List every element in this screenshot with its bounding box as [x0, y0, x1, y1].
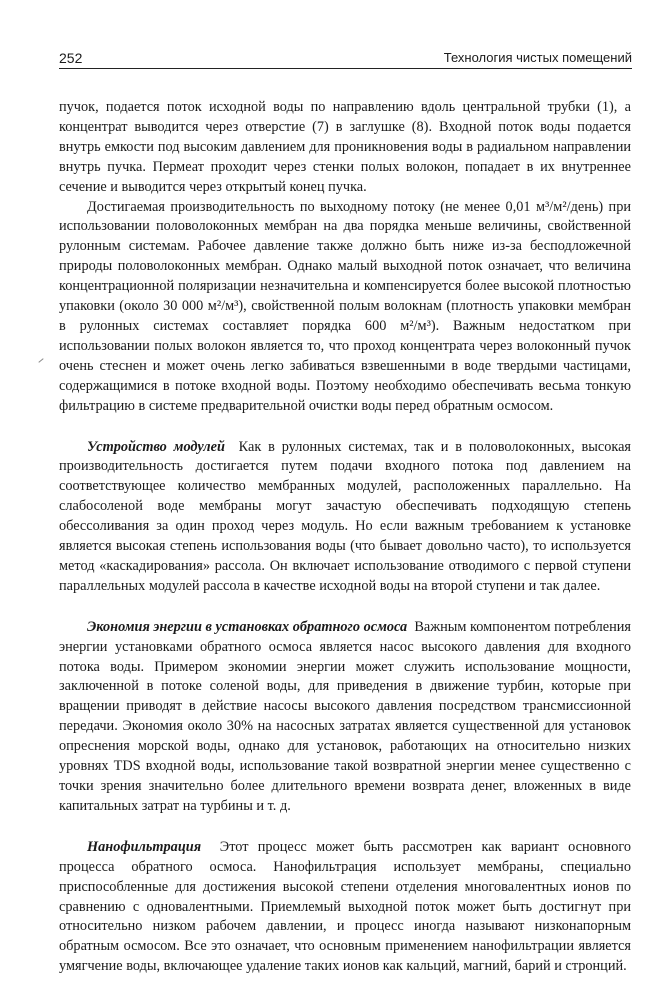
- page-header: [59, 46, 632, 69]
- section-title-nanofiltration: Нанофильтрация: [87, 838, 202, 855]
- section-title-module-design: Устройство модулей: [87, 438, 225, 455]
- section-text-energy-saving: Важным компонентом потребления энергии установками обратного осмоса является насос высокого давления для входного потока воды. Примером экономии энергии может служить использование мощности, заключенной в потоке соленой воды, для приведения в движение турбин, которые при вращении приводят в действие насосы высокого давления посредством трансмиссионной передачи. Экономия около 30% на насосных затратах является существенной для установок опреснения морской воды, однако для установок, работающих на относительно низких уровнях TDS входной воды, использование такой возвратной энергии менее существенно с точки зрения значительно более длительного времени возврата денег, вложенных в виде капитальных затрат на турбины и т. д.: [59, 618, 631, 814]
- page-body: [59, 98, 631, 977]
- running-title: Технология чистых помещений: [443, 50, 632, 65]
- paragraph-continuation: пучок, подается поток исходной воды по направлению вдоль центральной трубки (1), а концентрат выводится через отверстие (7) в заглушке (8). Входной поток воды подается внутрь емкости под высоким давлением для проникновения воды в радиальном направлении внутрь пучка. Пермеат проходит через стенки полых волокон, попадает в их внутреннее сечение и выводится через открытый конец пучка.: [59, 99, 631, 195]
- section-nanofiltration: [59, 838, 631, 977]
- section-module-design: [59, 438, 631, 597]
- section-text-module-design: Как в рулонных системах, так и в половолоконных, высокая производительность достигается путем подачи входного потока под давлением на соответствующее количество мембранных модулей, расположенных параллельно. На слабосоленой воде мембраны могут зачастую обеспечивать подходящую степень обессоливания за один проход через модуль. Но если важным требованием к установке является высокая степень использования воды (что бывает довольно часто), то используется метод «каскадирования» рассола. Он включает использование отводимого с первой ступени параллельных модулей рассола в качестве исходной воды на второй ступени и так далее.: [59, 438, 631, 594]
- page-number: 252: [59, 50, 83, 66]
- section-energy-saving: [59, 618, 631, 817]
- margin-mark: [38, 358, 43, 363]
- paragraph-productivity: Достигаемая производительность по выходному потоку (не менее 0,01 м³/м²/день) при использовании половолоконных мембран на два порядка меньше величины, свойственной рулонным системам. Рабочее давление также должно быть ниже из-за бесподложечной природы половолоконных мембран. Однако малый выходной поток означает, что величина концентрационной поляризации незначительна и компенсируется более высокой плотностью упаковки (около 30 000 м²/м³), свойственной полым волокнам (плотность упаковки мембран в рулонных системах составляет порядка 600 м²/м³). Важным недостатком при использовании полых волокон является то, что проход концентрата через волоконный пучок очень стеснен и может очень легко забиваться взвешенными в воде твердыми частицами, содержащимися в потоке входной воды. Поэтому необходимо обеспечивать весьма тонкую фильтрацию в системе предварительной очистки воды перед обратным осмосом.: [59, 198, 631, 414]
- section-text-nanofiltration: Этот процесс может быть рассмотрен как вариант основного процесса обратного осмоса. Нанофильтрация использует мембраны, специально приспособленные для достижения высокой степени отделения многовалентных ионов по сравнению с одновалентными. Приемлемый выходной поток может быть достигнут при относительно низком рабочем давлении, и процесс иногда называют низконапорным обратным осмосом. Все это означает, что основным применением нанофильтрации является умягчение воды, включающее удаление таких ионов как кальций, магний, барий и стронций.: [59, 838, 632, 975]
- section-title-energy-saving: Экономия энергии в установках обратного осмоса: [87, 618, 408, 635]
